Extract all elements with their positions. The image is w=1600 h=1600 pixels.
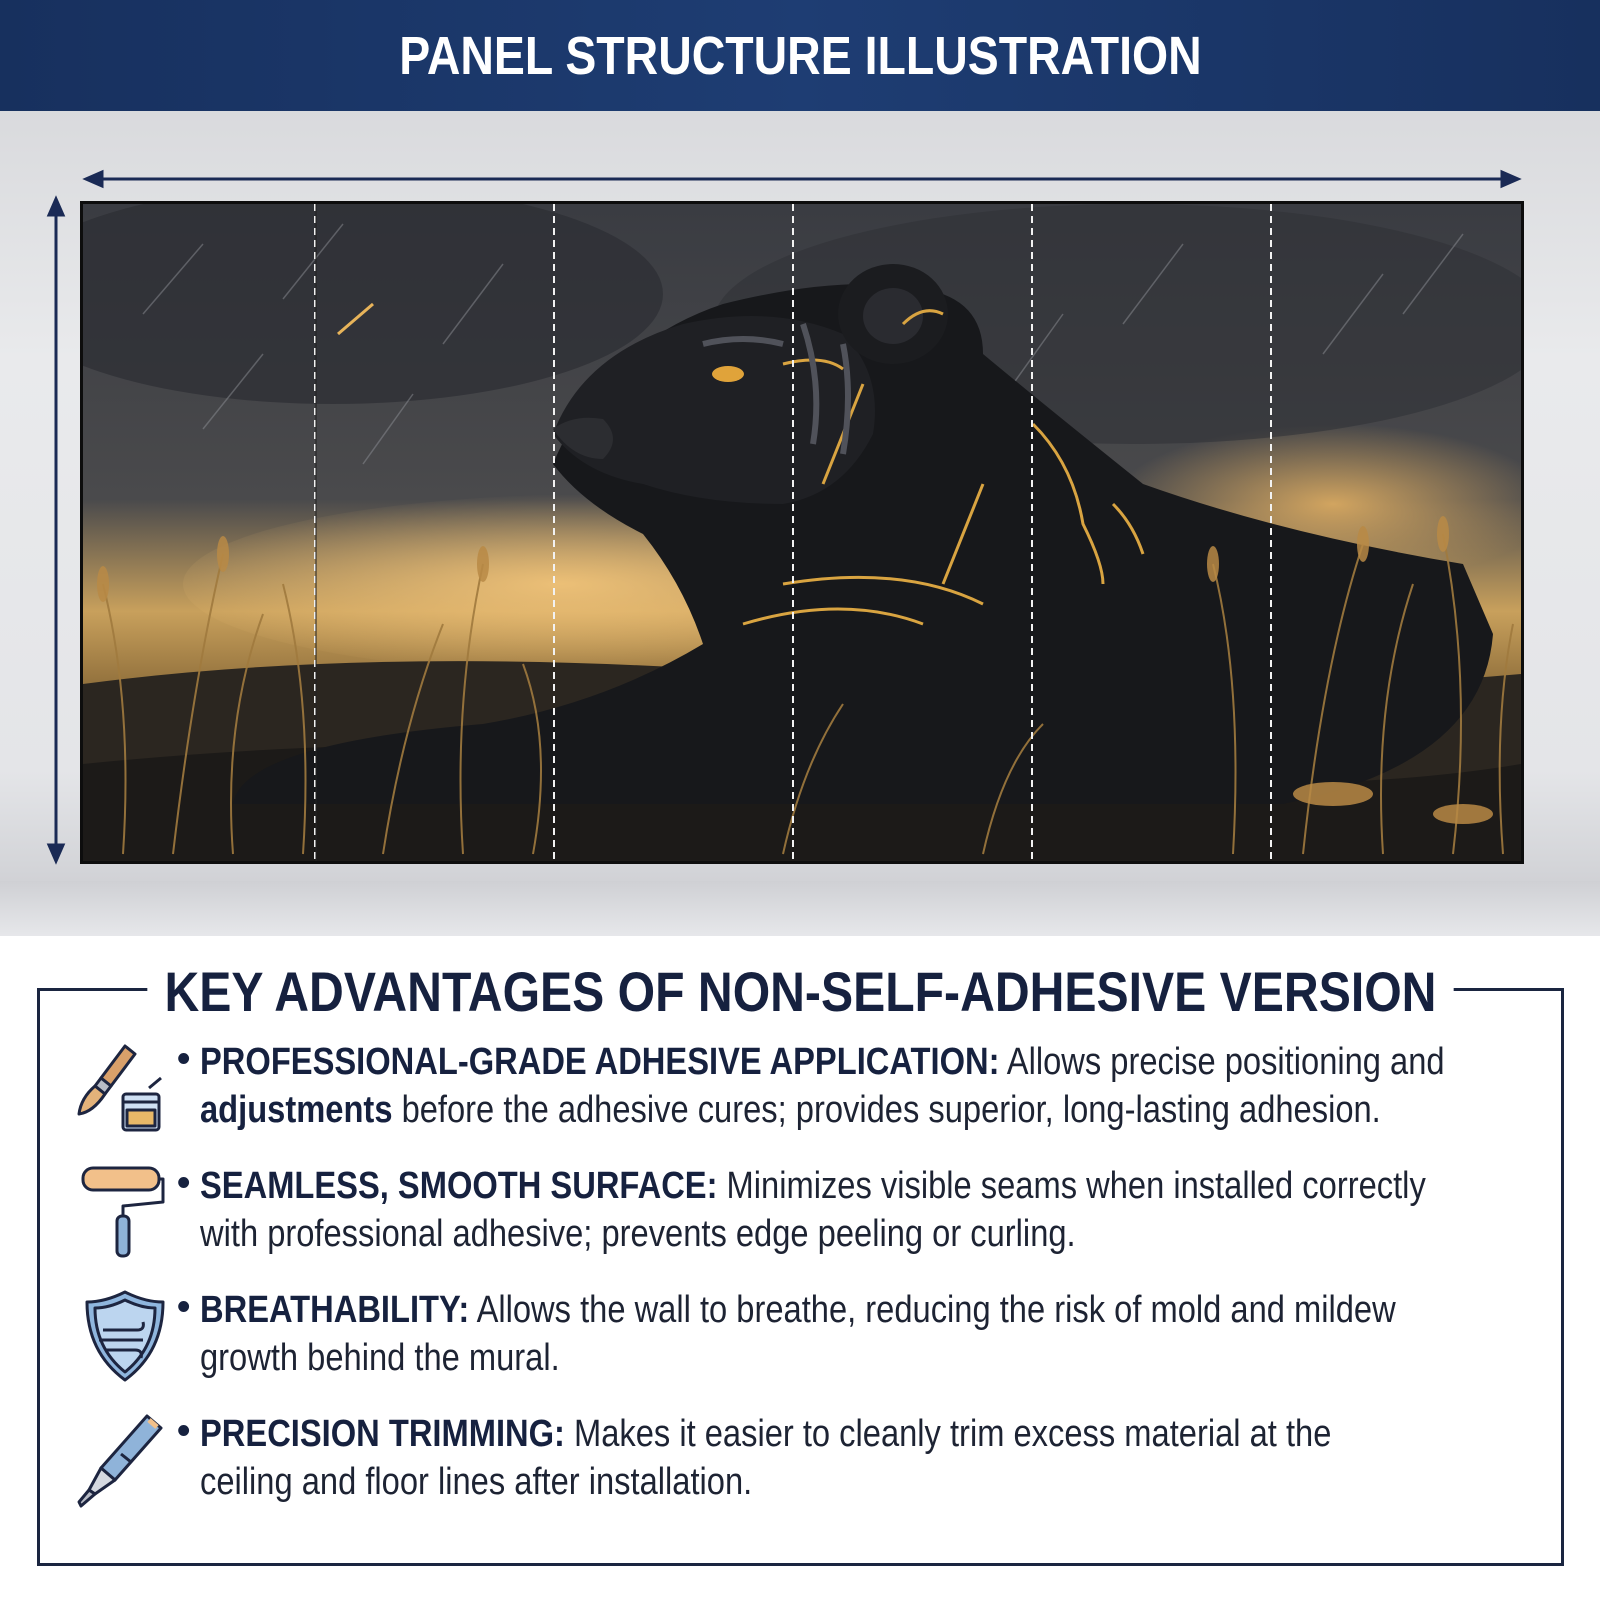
height-arrow-bottom-head: [49, 845, 63, 861]
advantage-text-4b: ceiling and floor lines after installation.: [200, 1461, 753, 1503]
tiger-mural-artwork: [83, 204, 1521, 861]
advantage-text-1b: before the adhesive cures; provides superior, long-lasting adhesion.: [392, 1089, 1381, 1131]
paint-roller-icon: [65, 1162, 165, 1262]
paintbrush-bucket-icon: [65, 1038, 165, 1138]
page-title: PANEL STRUCTURE ILLUSTRATION: [398, 25, 1202, 86]
advantage-text-2b: with professional adhesive; prevents edge peeling or curling.: [200, 1213, 1076, 1255]
advantage-label-1: PROFESSIONAL-GRADE ADHESIVE APPLICATION:: [200, 1041, 1000, 1083]
advantage-label-2: SEAMLESS, SMOOTH SURFACE:: [200, 1165, 718, 1207]
advantage-text-3a: Allows the wall to breathe, reducing the risk of mold and mildew: [469, 1289, 1396, 1331]
utility-knife-icon: [65, 1410, 165, 1510]
width-arrow-right-head: [1502, 172, 1518, 186]
advantage-label-4: PRECISION TRIMMING:: [200, 1413, 565, 1455]
advantage-text-3b: growth behind the mural.: [200, 1337, 560, 1379]
room-scene: [0, 111, 1600, 936]
mural-preview: [80, 201, 1524, 864]
advantage-text-1a: Allows precise positioning and: [999, 1041, 1445, 1083]
advantage-text-4a: Makes it easier to cleanly trim excess material at the: [564, 1413, 1332, 1455]
advantages-title: KEY ADVANTAGES OF NON-SELF-ADHESIVE VERSION: [147, 959, 1453, 1024]
height-arrow-top-head: [49, 199, 63, 215]
header-banner: [0, 0, 1600, 111]
advantage-bold-word-1: adjustments: [200, 1089, 393, 1131]
advantage-text-2a: Minimizes visible seams when installed correctly: [717, 1165, 1426, 1207]
width-arrow-left-head: [86, 172, 102, 186]
advantage-label-3: BREATHABILITY:: [200, 1289, 470, 1331]
shield-air-icon: [65, 1286, 165, 1386]
